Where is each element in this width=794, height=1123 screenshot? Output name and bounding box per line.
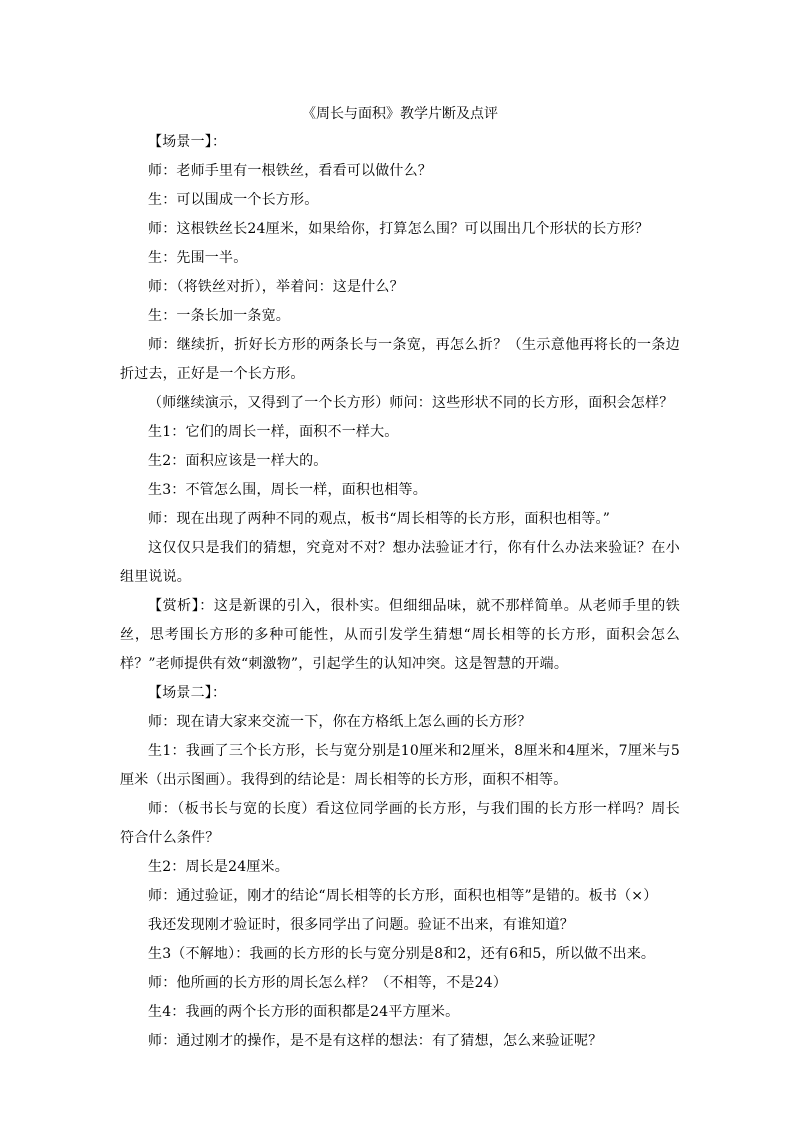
document-body [120,128,680,1056]
dialogue-line: 生：可以围成一个长方形。 [148,192,319,208]
dialogue-line: 师：通过验证，刚才的结论“周长相等的长方形，面积也相等”是错的。板书（×） [148,888,658,904]
dialogue-line: 这仅仅只是我们的猜想，究竟对不对？想办法验证才行，你有什么办法来验证？在小组里说说。 [120,540,680,585]
dialogue-line: 生3：不管怎么围，周长一样，面积也相等。 [148,482,427,498]
dialogue-line: 生1：它们的周长一样，面积不一样大。 [148,424,399,440]
dialogue-line: 师：现在出现了两种不同的观点，板书“周长相等的长方形，面积也相等。” [148,511,611,527]
dialogue-line: 生2：周长是24厘米。 [148,859,289,875]
dialogue-line: 生：先围一半。 [148,250,248,266]
dialogue-line: 师：（板书长与宽的长度）看这位同学画的长方形，与我们围的长方形一样吗？周长符合什么条件？ [120,801,680,846]
dialogue-line: 师：现在请大家来交流一下，你在方格纸上怎么画的长方形？ [148,714,532,730]
dialogue-line: 师：（将铁丝对折），举着问：这是什么？ [148,279,404,295]
dialogue-line: 生2：面积应该是一样大的。 [148,453,328,469]
dialogue-line: 生4：我画的两个长方形的面积都是24平方厘米。 [148,1004,460,1020]
appreciation-paragraph: 【赏析】：这是新课的引入，很朴实。但细细品味，就不那样简单。从老师手里的铁丝，思考围长方形的多种可能性，从而引发学生猜想“周长相等的长方形，面积会怎么样？”老师提供有效“刺激物”，引起学生的认知冲突。这是智慧的开端。 [120,598,680,672]
dialogue-line: 生1：我画了三个长方形，长与宽分别是10厘米和2厘米，8厘米和4厘米，7厘米与5厘米（出示图画）。我得到的结论是：周长相等的长方形，面积不相等。 [120,743,680,788]
dialogue-line: 生3（不解地）：我画的长方形的长与宽分别是8和2，还有6和5，所以做不出来。 [148,946,656,962]
dialogue-line: （师继续演示，又得到了一个长方形）师问：这些形状不同的长方形，面积会怎样？ [148,395,674,411]
dialogue-line: 我还发现刚才验证时，很多同学出了问题。验证不出来，有谁知道？ [148,917,574,933]
scene-two-heading: 【场景二】： [148,685,227,701]
dialogue-line: 师：继续折，折好长方形的两条长与一条宽，再怎么折？（生示意他再将长的一条边折过去，正好是一个长方形。 [120,337,680,382]
dialogue-line: 师：这根铁丝长24厘米，如果给你，打算怎么围？可以围出几个形状的长方形？ [148,221,650,237]
document-title: 《周长与面积》教学片断及点评 [302,106,498,122]
dialogue-line: 师：老师手里有一根铁丝，看看可以做什么？ [148,163,432,179]
dialogue-line: 生：一条长加一条宽。 [148,308,290,324]
scene-one-heading: 【场景一】： [148,134,227,150]
dialogue-line: 师：他所画的长方形的周长怎么样？（不相等，不是24） [148,975,508,991]
dialogue-line: 师：通过刚才的操作，是不是有这样的想法：有了猜想，怎么来验证呢？ [148,1033,603,1049]
document-page [120,100,680,1056]
